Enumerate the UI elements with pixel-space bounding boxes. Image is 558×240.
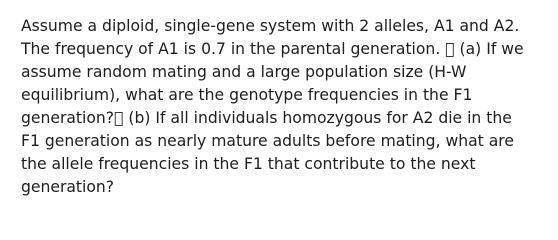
question-line-2: The frequency of A1 is 0.7 in the parental generation.   (a) If we <box>21 40 524 58</box>
question-line-1: Assume a diploid, single-gene system with 2 alleles, A1 and A2. <box>21 17 520 35</box>
question-text <box>21 15 543 199</box>
question-line-4: equilibrium), what are the genotype frequencies in the F1 <box>21 86 473 104</box>
question-line-3: assume random mating and a large population size (H-W <box>21 63 467 81</box>
question-line-5: generation?  (b) If all individuals homozygous for A2 die in the <box>21 109 512 127</box>
question-line-7: the allele frequencies in the F1 that contribute to the next <box>21 155 476 173</box>
question-line-8: generation? <box>21 178 115 196</box>
question-line-6: F1 generation as nearly mature adults before mating, what are <box>21 132 514 150</box>
